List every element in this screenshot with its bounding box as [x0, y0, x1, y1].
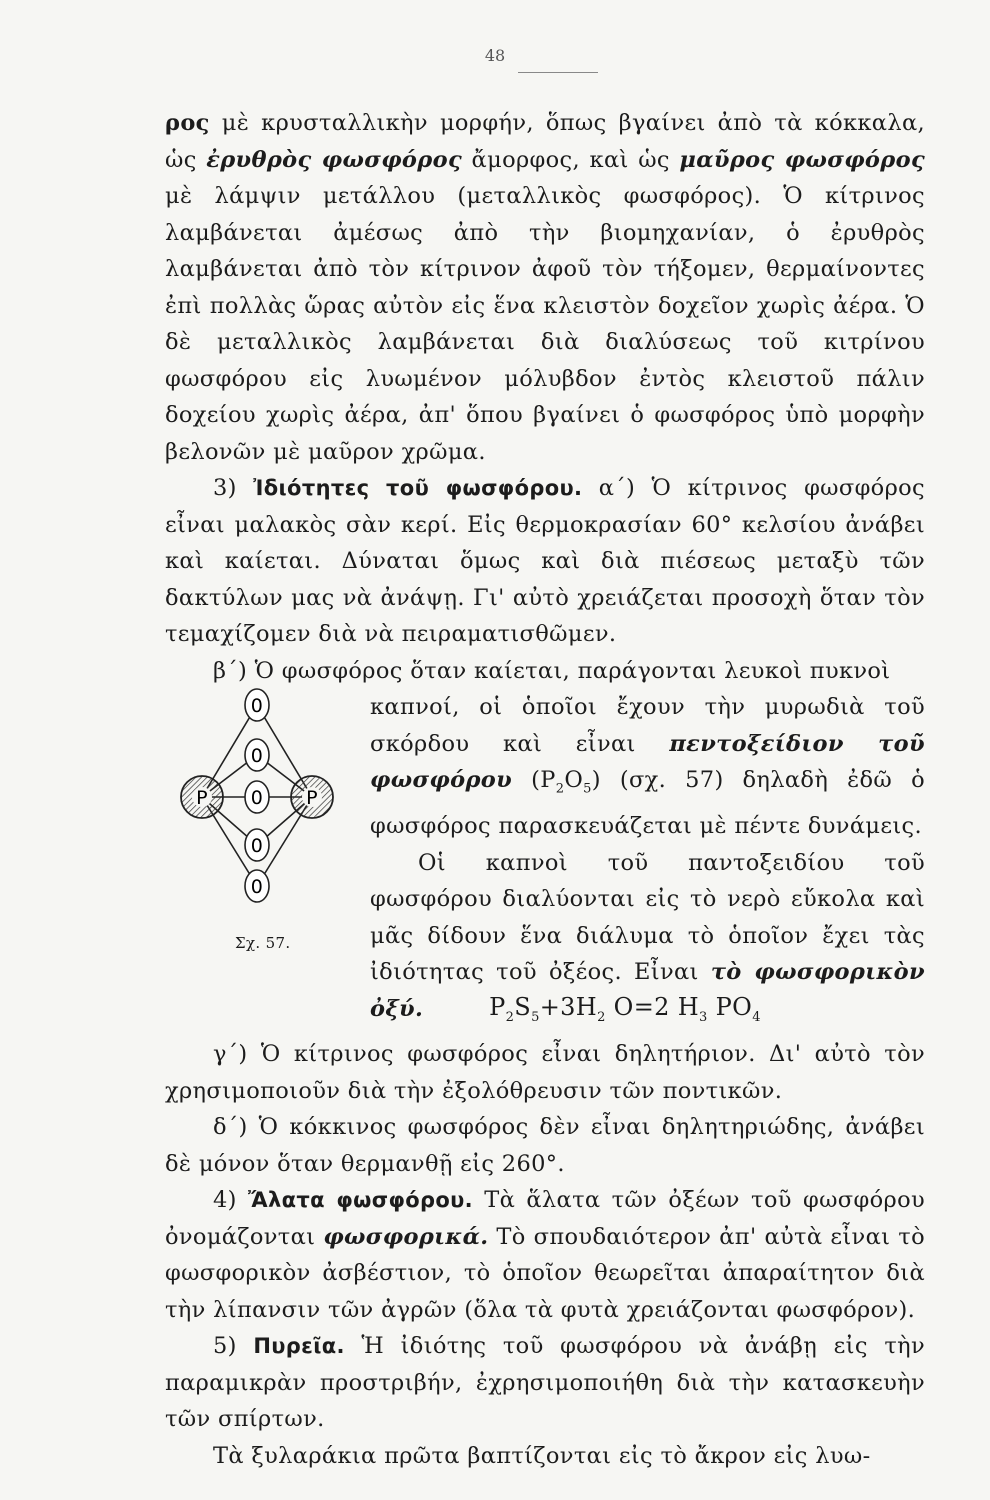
text-run: Ἡ ἰδιότης τοῦ φωσφόρου νὰ ἀνάβῃ εἰς τὴν παραμικρὰν προστριβήν, ἐχρησιμοποιήθη διὰ τὴν κατασκευὴν τῶν σπίρτων.: [165, 1333, 925, 1433]
word-fragment: ρος: [165, 110, 210, 136]
subscript: 2: [555, 781, 565, 797]
figure-side-text: [370, 689, 925, 1027]
phosphorus-label: P: [306, 787, 318, 809]
oxygen-label: 0: [250, 745, 264, 767]
phosphorus-label: P: [196, 787, 208, 809]
subscript: 5: [531, 1009, 540, 1025]
text-run: Τὸ σπουδαιότερον ἀπ' αὐτὰ εἶναι τὸ φωσφορικὸν ἀσβέστιον, τὸ ὁποῖον θεωρεῖται ἀπαραίτητον διὰ τὴν λίπανσιν τῶν ἀγρῶν (ὅλα τὰ φυτὰ χρειάζονται φωσφόρον).: [165, 1223, 925, 1323]
oxygen-label: 0: [250, 787, 264, 809]
figure-57-p2o5-structure: [165, 683, 355, 953]
page-number-rule: [518, 72, 598, 73]
formula-part: O=2 H: [605, 993, 700, 1021]
text-run: ) (σχ. 57) δηλαδὴ ἐδῶ ὁ φωσφόρος παρασκευάζεται μὲ πέντε δυνάμεις.: [370, 767, 925, 839]
section-heading-salts: Ἄλατα φωσφόρου.: [248, 1188, 474, 1213]
oxygen-upper: [245, 739, 269, 771]
oxygen-label: 0: [250, 876, 264, 898]
paragraph-smoke: [370, 689, 925, 845]
subscript: 2: [597, 1009, 606, 1025]
text-run: O: [564, 767, 584, 793]
subscript: 4: [752, 1009, 761, 1025]
text-run: Οἱ καπνοὶ τοῦ παντοξειδίου τοῦ φωσφόρου διαλύονται εἰς τὸ νερὸ εὔκολα καὶ μᾶς δίδουν ἕνα διάλυμα τὸ ὁποῖον ἔχει τὰς ἰδιότητας τοῦ ὀξέος. Εἶναι: [370, 849, 925, 985]
text-run: μὲ λάμψιν μετάλλου (μεταλλικὸς φωσφόρος). Ὁ κίτρινος λαμβάνεται ἀμέσως ἀπὸ τὴν βιομηχανίαν, ὁ ἐρυθρὸς λαμβάνεται ἀπὸ τὸν κίτρινον ἀφοῦ τὸν τήξομεν, θερμαίνοντες ἐπὶ πολλὰς ὥρας αὐτὸν εἰς ἕνα κλειστὸν δοχεῖον χωρὶς ἀέρα. Ὁ δὲ μεταλλικὸς λαμβάνεται διὰ διαλύσεως τοῦ κιτρίνου φωσφόρου εἰς λυωμένον μόλυβδον ἐντὸς κλειστοῦ πάλιν δοχείου χωρὶς ἀέρα, ἀπ' ὅπου βγαίνει ὁ φωσφόρος ὑπὸ μορφὴν βελονῶν μὲ μαῦρον χρῶμα.: [165, 183, 925, 465]
paragraph-forms: [165, 105, 925, 470]
text-run: μὲ κρυσταλλικὴν μορφήν, ὅπως βγαίνει ἀπὸ τὰ κόκκαλα, ὡς: [165, 110, 925, 173]
paragraph-red-phosphorus: δ΄) Ὁ κόκκινος φωσφόρος δὲν εἶναι δηλητηριώδης, ἀνάβει δὲ μόνον ὅταν θερμανθῇ εἰς 260°.: [165, 1114, 925, 1177]
formula-part: PO: [707, 993, 753, 1021]
text-run: α΄) Ὁ κίτρινος φωσφόρος εἶναι μαλακὸς σὰν κερί. Εἰς θερμοκρασίαν 60° κελσίου ἀνάβει καὶ καίεται. Δύναται ὅμως καὶ διὰ πιέσεως μεταξὺ τῶν δακτύλων μας νὰ ἀνάψῃ. Γι' αὐτὸ χρειάζεται προσοχὴ ὅταν τὸν τεμαχίζομεν διὰ νὰ πειραματισθῶμεν.: [165, 475, 925, 647]
paragraph-matches: [165, 1328, 925, 1438]
oxygen-label: 0: [250, 695, 264, 717]
term-phosphates: φωσφορικά.: [323, 1223, 489, 1250]
paragraph-sticks: Τὰ ξυλαράκια πρῶτα βαπτίζονται εἰς τὸ ἄκρον εἰς λυω-: [213, 1442, 871, 1469]
formula-part: +3H: [539, 993, 598, 1021]
text-run: Τὰ ἅλατα τῶν ὀξέων τοῦ φωσφόρου ὀνομάζονται: [165, 1187, 925, 1250]
oxygen-bottom: [245, 870, 269, 902]
paragraph-properties: [165, 470, 925, 653]
section-number: 4): [213, 1187, 249, 1214]
formula-part: S: [514, 993, 532, 1021]
term-black-phosphorus: μαῦρος φωσφόρος: [679, 146, 925, 173]
phosphorus-right: [291, 776, 333, 818]
oxygen-label: 0: [250, 835, 264, 857]
section-heading-properties: Ἰδιότητες τοῦ φωσφόρου.: [253, 476, 583, 500]
paragraph-combustion: β΄) Ὁ φωσφόρος ὅταν καίεται, παράγονται λευκοὶ πυκνοὶ: [213, 657, 891, 684]
paragraph-salts: [165, 1182, 925, 1328]
subscript: 5: [583, 781, 592, 797]
oxygen-top: [245, 689, 269, 721]
term-pentoxide: πεντοξείδιον τοῦ φωσφόρου: [370, 730, 925, 793]
oxygen-lower: [245, 829, 269, 861]
section-number: 3): [213, 475, 254, 501]
subscript: 2: [505, 1009, 515, 1025]
section-number: 5): [213, 1333, 254, 1360]
page-body: [165, 105, 925, 1474]
formula-part: P: [489, 993, 506, 1021]
term-phosphoric-acid: τὸ φωσφορικὸν ὀξύ.: [370, 959, 925, 1022]
text-run: ἄμορφος, καὶ ὡς: [462, 146, 680, 173]
text-run: καπνοί, οἱ ὁποῖοι ἔχουν τὴν μυρωδιὰ τοῦ σκόρδου καὶ εἶναι: [370, 694, 925, 757]
paragraph-poison: γ΄) Ὁ κίτρινος φωσφόρος εἶναι δηλητήριον. Δι' αὐτὸ τὸν χρησιμοποιοῦν διὰ τὴν ἐξολόθρευσιν τῶν ποντικῶν.: [165, 1041, 925, 1104]
phosphorus-left: [181, 776, 223, 818]
paragraph-acid: [370, 845, 925, 1028]
subscript: 3: [699, 1009, 708, 1025]
oxygen-center: [245, 781, 269, 813]
term-red-phosphorus: ἐρυθρὸς φωσφόρος: [206, 146, 463, 173]
figure-caption: Σχ. 57.: [235, 934, 291, 952]
page-number: 48: [484, 46, 506, 65]
text-run: (P: [512, 767, 556, 793]
section-heading-matches: Πυρεῖα.: [253, 1334, 345, 1359]
